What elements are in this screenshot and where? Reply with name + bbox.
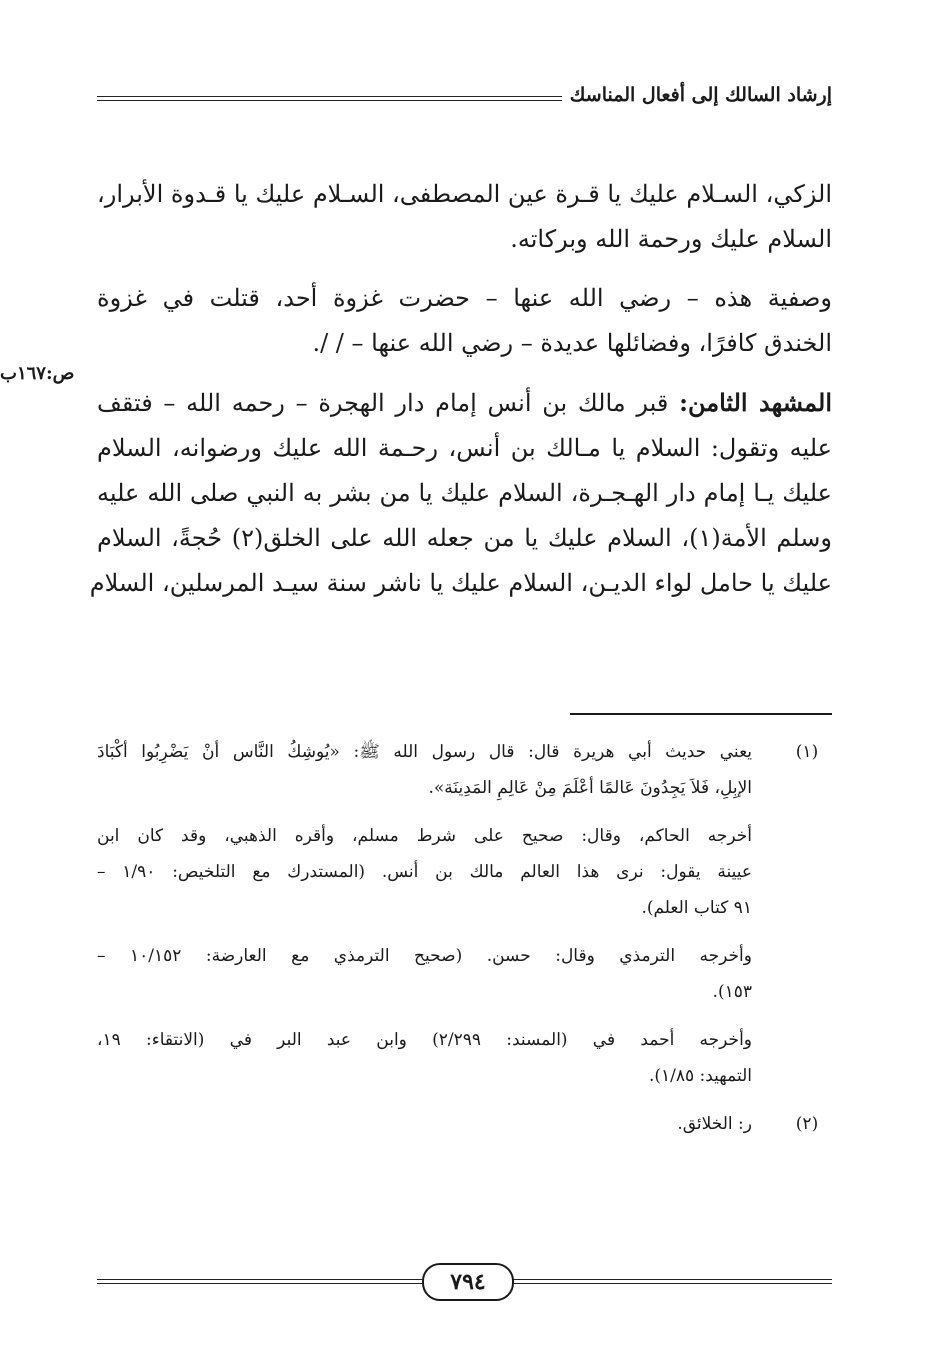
- footnote-line: ٩١ كتاب العلم).: [641, 898, 752, 918]
- footnote-number: (٢): [795, 1114, 819, 1134]
- footer-rule: [97, 1279, 422, 1284]
- footnote: [97, 734, 832, 806]
- header-title: إرشاد السالك إلى أفعال المناسك: [562, 84, 832, 106]
- footnote-line: وأخرجه الترمذي وقال: حسن. (صحيح الترمذي مع العارضة: ١٠/١٥٢ –: [97, 946, 752, 966]
- footnote-line: ١٥٣).: [712, 982, 752, 1002]
- text-line: السلام عليك ورحمة الله وبركاته.: [510, 225, 832, 253]
- footnote-line: الإبِلِ، فَلاَ يَجِدُونَ عَالمًا أعْلَمَ مِنْ عَالِمِ المَدِينَة».: [428, 778, 752, 798]
- header-rule: [97, 96, 580, 101]
- page-footer: [97, 1263, 832, 1303]
- footnote-line: عيينة يقول: نرى هذا العالم مالك بن أنس. (المستدرك مع التلخيص: ١/٩٠ –: [97, 862, 752, 882]
- text-line: وسلم الأمة(١)، السلام عليك يا من جعله الله على الخلق(٢) حُجةً، السلام: [97, 524, 833, 552]
- paragraph: [97, 276, 832, 366]
- footnote-number: (١): [795, 742, 819, 762]
- text-line: عليك يا حامل لواء الديـن، السلام عليك يا ناشر سنة سيـد المرسلين، السلام: [89, 569, 832, 597]
- running-header: [97, 84, 832, 114]
- footnote: [97, 938, 832, 1010]
- paragraph: [97, 172, 832, 262]
- footnote: [97, 1022, 832, 1094]
- footnote-line: التمهيد: ١/٨٥).: [648, 1066, 752, 1086]
- footnote-separator: [570, 713, 832, 715]
- footnotes: [97, 734, 832, 1154]
- text-fragment: قبر مالك بن أنس إمام دار الهجرة – رحمه الله – فتقف: [97, 389, 669, 417]
- footer-rule: [510, 1279, 832, 1284]
- text-line: [97, 380, 832, 426]
- paragraph: [89, 380, 833, 606]
- main-text: [89, 172, 833, 606]
- text-line: عليه وتقول: السلام يا مـالك بن أنس، رحـمة الله عليك ورضوانه، السلام: [97, 434, 833, 462]
- text-line: وصفية هذه – رضي الله عنها – حضرت غزوة أحد، قتلت في غزوة: [97, 284, 832, 312]
- footnote: [97, 1106, 832, 1142]
- footnote-line: وأخرجه أحمد في (المسند: ٢/٢٩٩) وابن عبد البر في (الانتقاء: ١٩،: [97, 1030, 752, 1050]
- footnote-line: ر: الخلائق.: [677, 1114, 752, 1134]
- footnote-line: يعني حديث أبي هريرة قال: قال رسول الله ﷺ: «يُوشِكُ النَّاس أنْ يَضْرِبُوا أكْبَادَ: [97, 742, 752, 762]
- text-line: الخندق كافرًا، وفضائلها عديدة – رضي الله عنها – / /.: [312, 329, 832, 357]
- margin-note: ص:١٦٧ب: [0, 363, 75, 384]
- footnote-line: أخرجه الحاكم، وقال: صحيح على شرط مسلم، وأقره الذهبي، وقد كان ابن: [97, 826, 752, 846]
- section-lead: المشهد الثامن:: [679, 388, 832, 417]
- text-line: عليك يـا إمام دار الهـجـرة، السلام عليك يا من بشر به النبي صلى الله عليه: [97, 479, 832, 507]
- footnote: [97, 818, 832, 926]
- page-number: ٧٩٤: [422, 1263, 514, 1301]
- text-line: الزكي، السـلام عليك يا قـرة عين المصطفى، السـلام عليك يا قـدوة الأبرار،: [97, 180, 832, 208]
